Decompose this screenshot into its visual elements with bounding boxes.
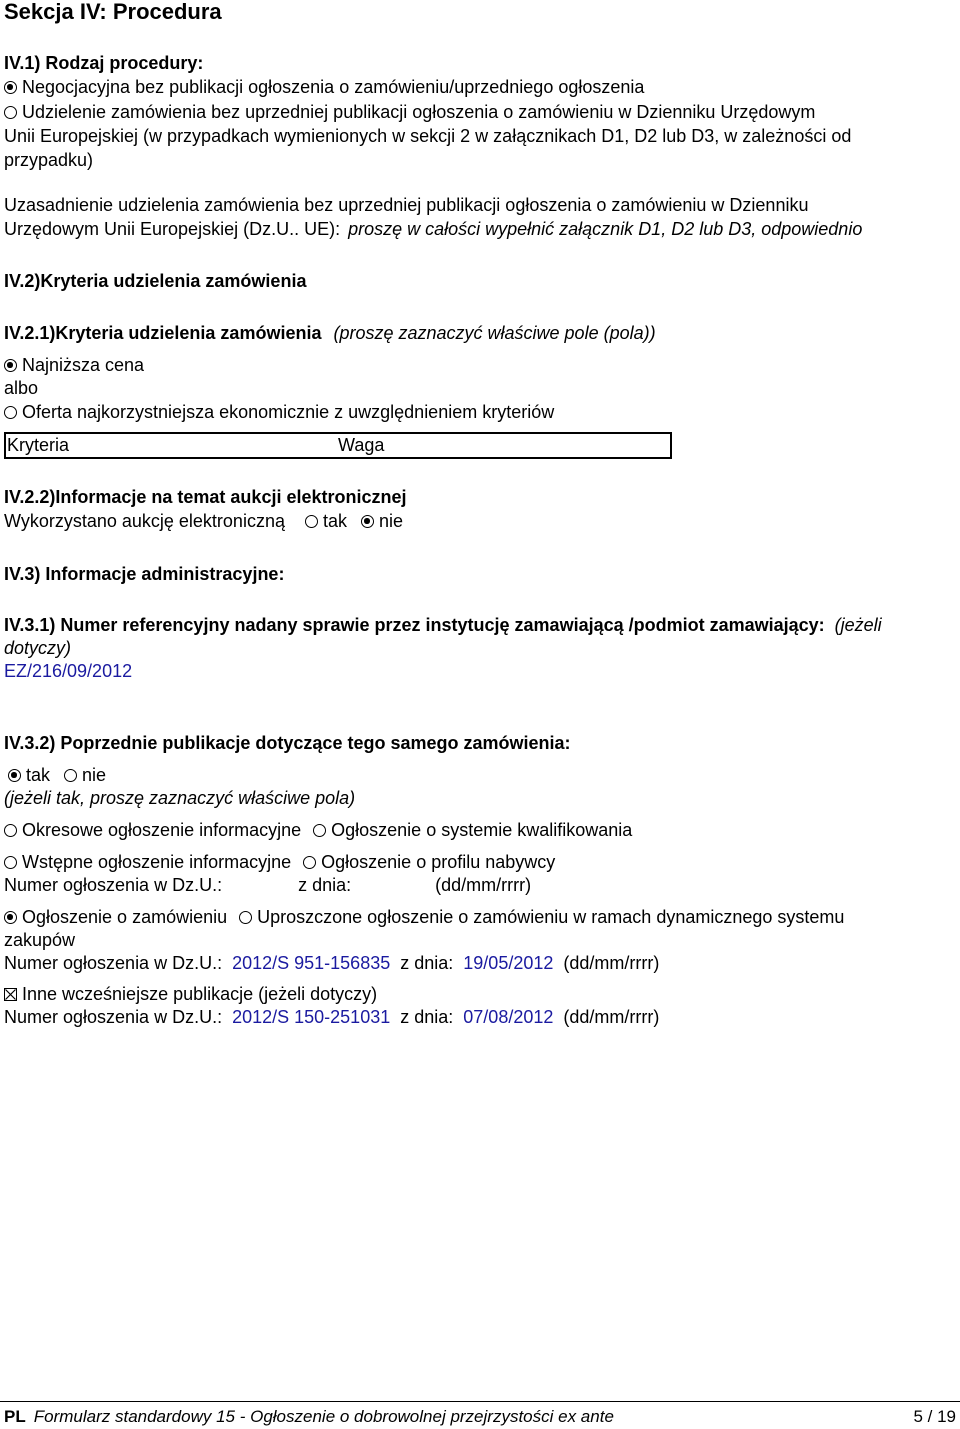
auction-yes[interactable]: tak [322,511,347,531]
reference-number: EZ/216/09/2012 [4,661,133,681]
other-notice-date: 07/08/2012 [463,1007,554,1027]
criteria-column-header: Kryteria [7,435,70,455]
notice-types-row2: Wstępne ogłoszenie informacyjne Ogłoszenie o profilu nabywcy [4,851,555,875]
prev-pubs-no[interactable]: nie [82,765,107,785]
procedure-option-award-without-publication[interactable] [4,101,815,125]
radio-empty-icon[interactable] [239,911,252,924]
notice-types-row3: Ogłoszenie o zamówieniu Uproszczone ogłoszenie o zamówieniu w ramach dynamicznego systemu [4,906,844,930]
radio-empty-icon[interactable] [313,824,326,837]
option-text-line3: przypadku) [4,150,94,170]
section-title: Sekcja IV: Procedura [4,0,222,24]
footer-page-number: 5 / 19 [913,1407,956,1426]
radio-selected-icon[interactable] [4,81,17,94]
iv32-heading: IV.3.2) Poprzednie publikacje dotyczące tego samego zamówienia: [4,733,571,753]
other-notice-number-row: Numer ogłoszenia w Dz.U.: 2012/S 150-251031 z dnia: 07/08/2012 (dd/mm/rrrr) [4,1007,660,1027]
if-yes-note: (jeżeli tak, proszę zaznaczyć właściwe pola) [4,788,356,808]
iv31-note-line2: dotyczy) [4,638,72,658]
auction-no[interactable]: nie [378,511,404,531]
procedure-option-negotiated[interactable] [4,76,644,100]
iv31-heading-row: IV.3.1) Numer referencyjny nadany sprawie przez instytucję zamawiającą /podmiot zamawiający: (jeżeli [4,615,882,635]
other-pubs-row[interactable]: Inne wcześniejsze publikacje (jeżeli dotyczy) [4,983,377,1007]
justification-line1: Uzasadnienie udzielenia zamówienia bez uprzedniej publikacji ogłoszenia o zamówieniu w Dzienniku [4,195,809,215]
justification-instruction: proszę w całości wypełnić załącznik D1, D2 lub D3, odpowiednio [348,219,863,239]
iv3-heading: IV.3) Informacje administracyjne: [4,564,285,584]
iv2-heading: IV.2)Kryteria udzielenia zamówienia [4,271,307,291]
notice-number-row-empty: Numer ogłoszenia w Dz.U.: z dnia: (dd/mm/rrrr) [4,875,532,895]
criteria-meat[interactable]: Oferta najkorzystniejsza ekonomicznie z uwzględnieniem kryteriów [4,401,554,425]
footer-lang: PL [4,1407,26,1426]
justification-line2: Urzędowym Unii Europejskiej (Dz.U.. UE): proszę w całości wypełnić załącznik D1, D2 lub D3, odpowiednio [4,219,863,239]
iv21-heading-row: IV.2.1)Kryteria udzielenia zamówienia (proszę zaznaczyć właściwe pole (pola)) [4,323,656,343]
contract-notice-date: 19/05/2012 [463,953,554,973]
weight-column-header: Waga [338,435,385,455]
prev-pubs-yes-no [4,764,106,788]
other-notice-number: 2012/S 150-251031 [232,1007,391,1027]
radio-empty-icon[interactable] [4,106,17,119]
contract-notice-number: 2012/S 951-156835 [232,953,391,973]
contract-notice-number-row: Numer ogłoszenia w Dz.U.: 2012/S 951-156835 z dnia: 19/05/2012 (dd/mm/rrrr) [4,953,660,973]
radio-selected-icon[interactable] [361,515,374,528]
notice-types-row1: Okresowe ogłoszenie informacyjne Ogłoszenie o systemie kwalifikowania [4,819,632,843]
simplified-line2: zakupów [4,930,76,950]
option-text-line2: Unii Europejskiej (w przypadkach wymienionych w sekcji 2 w załącznikach D1, D2 lub D3, w zależności od [4,126,852,146]
prev-pubs-yes[interactable]: tak [26,765,51,785]
radio-empty-icon[interactable] [303,856,316,869]
footer-form-title: Formularz standardowy 15 - Ogłoszenie o dobrowolnej przejrzystości ex ante [33,1407,614,1426]
radio-empty-icon[interactable] [4,824,17,837]
criteria-lowest-price[interactable]: Najniższa cena [4,354,144,378]
radio-selected-icon[interactable] [4,911,17,924]
radio-selected-icon[interactable] [4,359,17,372]
option-label: Negocjacyjna bez publikacji ogłoszenia o zamówieniu/uprzedniego ogłoszenia [22,77,645,97]
radio-selected-icon[interactable] [8,769,21,782]
iv22-heading: IV.2.2)Informacje na temat aukcji elektronicznej [4,487,407,507]
criteria-table [4,432,672,459]
checkbox-checked-icon[interactable] [4,988,17,1001]
footer-divider [0,1401,960,1402]
radio-empty-icon[interactable] [4,406,17,419]
radio-empty-icon[interactable] [305,515,318,528]
radio-empty-icon[interactable] [4,856,17,869]
radio-empty-icon[interactable] [64,769,77,782]
iv1-heading: IV.1) Rodzaj procedury: [4,53,204,73]
option-label: Udzielenie zamówienia bez uprzedniej publikacji ogłoszenia o zamówieniu w Dzienniku Urzędowym [22,102,816,122]
or-label: albo [4,378,39,398]
auction-row: Wykorzystano aukcję elektroniczną tak nie [4,511,404,531]
